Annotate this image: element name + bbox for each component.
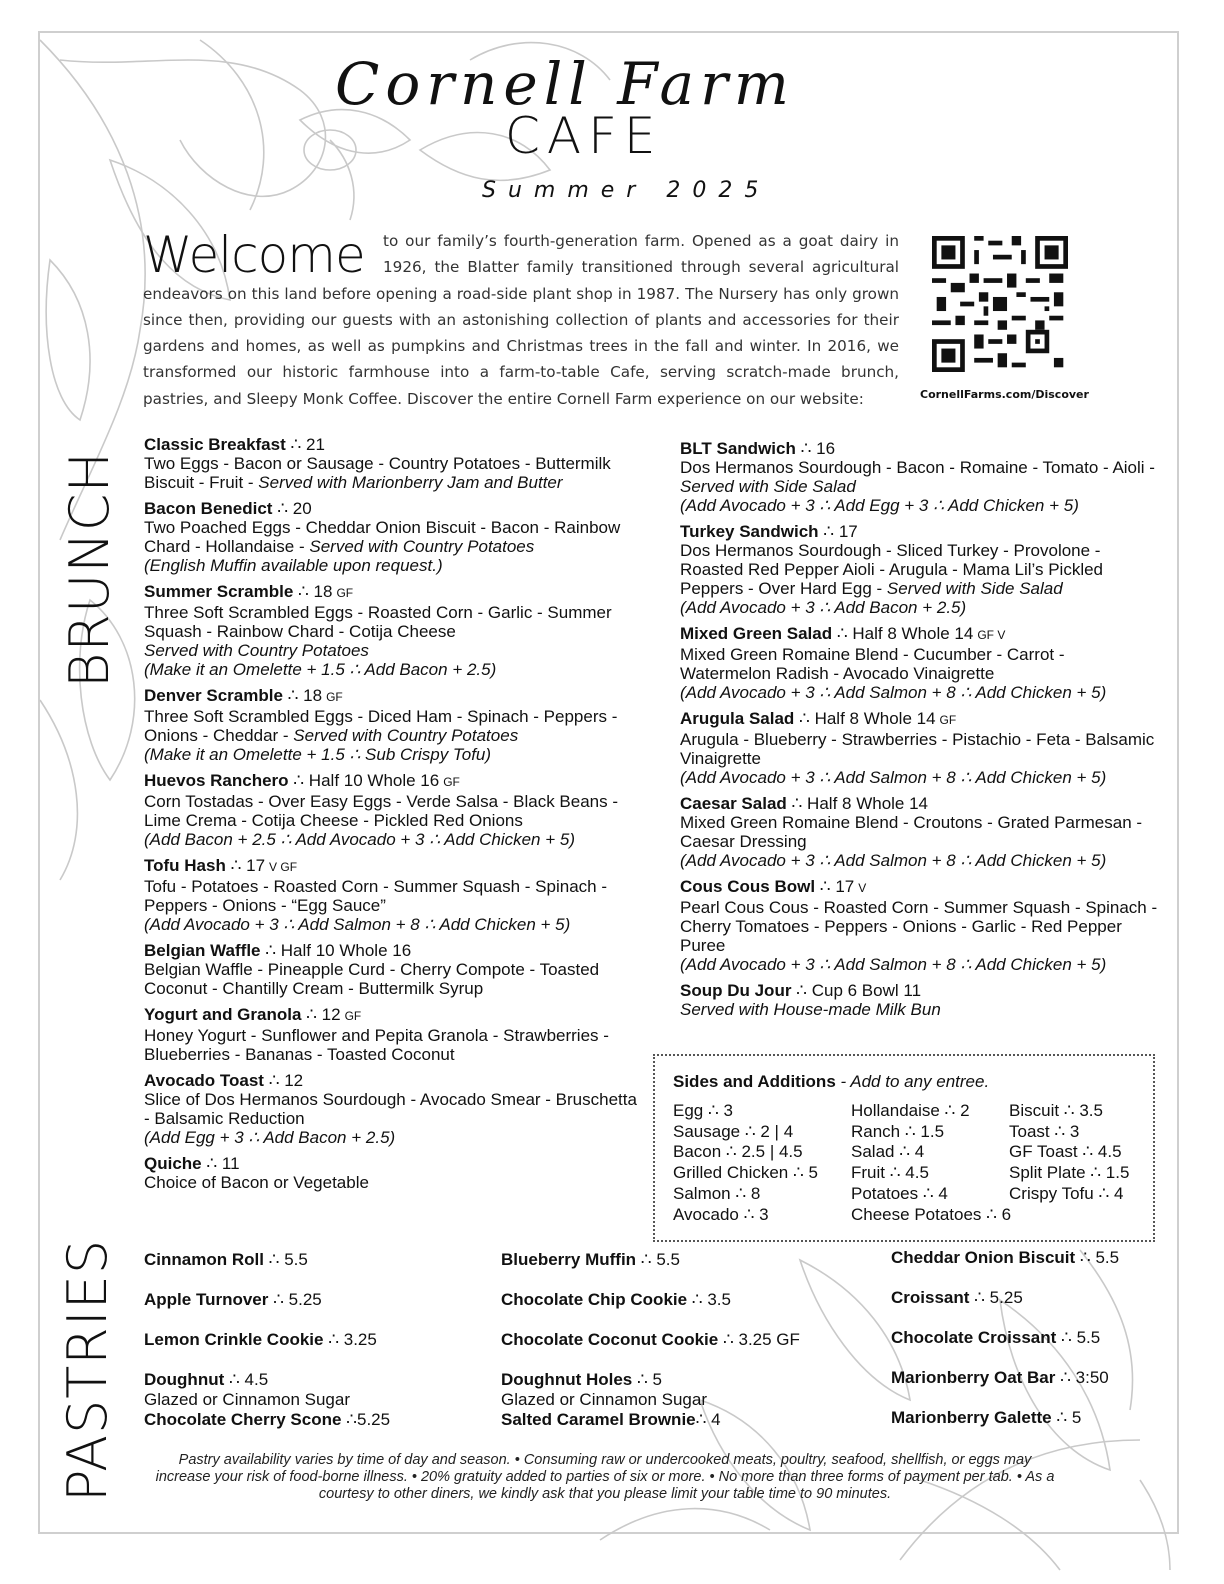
menu-item-price: ∴ Half 8 Whole 14	[832, 624, 974, 643]
menu-item	[144, 1071, 644, 1147]
menu-item-heading	[680, 522, 1160, 541]
menu-item-extras: (Add Avocado + 3 ∴ Add Salmon + 8 ∴ Add Chicken + 5)	[680, 955, 1107, 974]
menu-item	[144, 435, 644, 492]
pastry-price: ∴ 5.5	[1075, 1248, 1120, 1267]
menu-item-description	[680, 730, 1160, 768]
menu-item-extras: (Add Avocado + 3 ∴ Add Bacon + 2.5)	[680, 598, 967, 617]
side-item: Potatoes ∴ 4	[851, 1183, 948, 1203]
sides-subtitle: - Add to any entree.	[835, 1072, 990, 1091]
pastry-name: Croissant	[891, 1288, 970, 1307]
menu-item-desc-text: Dos Hermanos Sourdough - Sliced Turkey - Provolone - Roasted Red Pepper Aioli - Arugula - Mama Lil’s Pickled Peppers - Over Hard Egg -	[680, 541, 1104, 598]
menu-item-heading	[144, 499, 644, 518]
menu-item-price: ∴ 12	[263, 1071, 304, 1090]
pastry-item	[891, 1328, 1171, 1368]
menu-item-desc-text: Belgian Waffle - Pineapple Curd - Cherry Compote - Toasted Coconut - Chantilly Cream - Buttermilk Syrup	[144, 960, 600, 998]
menu-item-price: ∴ 17	[225, 856, 266, 875]
pastry-heading	[891, 1248, 1171, 1268]
pastry-item	[891, 1288, 1171, 1328]
menu-item-desc-italic: Served with Side Salad	[680, 477, 856, 496]
side-item: Fruit ∴ 4.5	[851, 1163, 929, 1183]
menu-item-desc-text: Two Eggs - Bacon or Sausage - Country Potatoes - Buttermilk Biscuit - Fruit -	[144, 454, 611, 492]
pastry-item	[891, 1248, 1171, 1288]
menu-item-price: ∴ 18	[282, 686, 323, 705]
pastry-heading	[144, 1250, 484, 1270]
menu-item-name: Arugula Salad	[680, 709, 795, 728]
pastry-name: Doughnut	[144, 1370, 225, 1389]
menu-item-description	[680, 898, 1160, 955]
intro-paragraph	[143, 228, 899, 412]
menu-item-desc-text: Two Poached Eggs - Cheddar Onion Biscuit - Bacon - Rainbow Chard - Hollandaise -	[144, 518, 621, 556]
pastries-column-1	[144, 1250, 484, 1450]
menu-item-name: Summer Scramble	[144, 582, 294, 601]
menu-item-tag: V	[858, 881, 867, 895]
menu-item-desc-text: Dos Hermanos Sourdough - Bacon - Romaine - Tomato - Aioli -	[680, 458, 1155, 477]
sides-box	[653, 1054, 1155, 1242]
menu-item-description	[144, 454, 644, 492]
menu-item-description	[144, 603, 644, 641]
pastry-item	[144, 1330, 484, 1370]
menu-item-desc-text: Three Soft Scrambled Eggs - Roasted Corn - Garlic - Summer Squash - Rainbow Chard - Cotija Cheese	[144, 603, 612, 641]
menu-item-extras: (Add Avocado + 3 ∴ Add Salmon + 8 ∴ Add Chicken + 5)	[680, 768, 1107, 787]
pastry-heading	[501, 1290, 871, 1310]
menu-item-name: Soup Du Jour	[680, 981, 792, 1000]
pastry-heading	[501, 1330, 871, 1350]
menu-item-name: Classic Breakfast	[144, 435, 286, 454]
menu-item-tag: GF V	[977, 628, 1006, 642]
menu-item-extras: (Add Egg + 3 ∴ Add Bacon + 2.5)	[144, 1128, 396, 1147]
menu-item-heading	[144, 435, 644, 454]
pastry-item	[144, 1370, 484, 1410]
menu-item-description	[680, 813, 1160, 851]
qr-code-icon[interactable]	[932, 236, 1068, 372]
menu-item-price: ∴ Cup 6 Bowl 11	[791, 981, 922, 1000]
menu-item-description	[144, 877, 644, 915]
pastry-name: Chocolate Cherry Scone	[144, 1410, 342, 1429]
brunch-left-column	[144, 435, 644, 1199]
pastry-heading	[891, 1408, 1171, 1428]
brunch-right-column	[680, 439, 1160, 1026]
pastry-heading	[501, 1370, 871, 1390]
side-item: Avocado ∴ 3	[673, 1204, 769, 1224]
menu-item-name: Cous Cous Bowl	[680, 877, 816, 896]
menu-item-tag: GF	[344, 1009, 362, 1023]
pastry-heading	[144, 1290, 484, 1310]
menu-item-name: Huevos Ranchero	[144, 771, 289, 790]
pastries-column-2	[501, 1250, 871, 1450]
menu-item-description	[144, 1090, 644, 1128]
menu-item-price: ∴ 17	[818, 522, 858, 541]
menu-item-extras: (Make it an Omelette + 1.5 ∴ Sub Crispy Tofu)	[144, 745, 492, 764]
side-item: Sausage ∴ 2 | 4	[673, 1121, 794, 1141]
menu-item	[144, 856, 644, 934]
menu-item-heading	[680, 439, 1160, 458]
pastry-heading	[891, 1368, 1171, 1388]
menu-item-heading	[144, 856, 644, 877]
menu-item-name: Tofu Hash	[144, 856, 226, 875]
menu-item-tag: GF	[939, 713, 957, 727]
menu-item-desc-italic: Served with Country Potatoes	[293, 726, 519, 745]
menu-item-name: Quiche	[144, 1154, 202, 1173]
menu-item	[680, 522, 1160, 617]
menu-item	[680, 981, 1160, 1019]
pastry-name: Doughnut Holes	[501, 1370, 633, 1389]
menu-item-extras: Served with House-made Milk Bun	[680, 1000, 941, 1019]
pastry-note: Glazed or Cinnamon Sugar	[501, 1390, 708, 1409]
side-item: Bacon ∴ 2.5 | 4.5	[673, 1142, 803, 1162]
pastry-price: ∴ 3.25	[323, 1330, 377, 1349]
menu-item-description	[680, 541, 1160, 598]
menu-item	[680, 709, 1160, 787]
pastry-price: ∴ 4	[695, 1410, 721, 1429]
menu-item-price: ∴ 20	[272, 499, 312, 518]
menu-item-extras: (Add Avocado + 3 ∴ Add Salmon + 8 ∴ Add Chicken + 5)	[144, 915, 571, 934]
menu-item-name: Avocado Toast	[144, 1071, 264, 1090]
cafe-logo-title: CAFE	[505, 107, 663, 165]
menu-item-tag: V GF	[269, 860, 298, 874]
intro-text: to our family’s fourth-generation farm. Opened as a goat dairy in 1926, the Blatter family transitioned through several agricultural endeavors on this land before opening a road-side plant shop in 1987. The Nursery has only grown since then, providing our guests with an astonishing collection of plants and accessories for their gardens and homes, as well as pumpkins and Christmas trees in the fall and winter. In 2016, we transformed our historic farmhouse into a farm-to-table Cafe, serving scratch-made brunch, pastries, and Sleepy Monk Coffee. Discover the entire Cornell Farm experience on our website:	[143, 232, 899, 408]
menu-item-desc-text: Slice of Dos Hermanos Sourdough - Avocado Smear - Bruschetta - Balsamic Reduction	[144, 1090, 637, 1128]
side-item: Salmon ∴ 8	[673, 1183, 761, 1203]
qr-link-label[interactable]: CornellFarms.com/Discover	[920, 388, 1089, 401]
pastry-name: Marionberry Galette	[891, 1408, 1052, 1427]
pastry-name: Chocolate Coconut Cookie	[501, 1330, 719, 1349]
section-pastries-label: PASTRIES	[56, 1238, 119, 1502]
pastry-price: ∴ 5.25	[969, 1288, 1023, 1307]
menu-item-desc-text: Mixed Green Romaine Blend - Cucumber - Carrot - Watermelon Radish - Avocado Vinaigrette	[680, 645, 1065, 683]
pastry-heading	[891, 1288, 1171, 1308]
welcome-heading: Welcome	[143, 226, 365, 284]
pastry-price: ∴ 3.5	[687, 1290, 731, 1309]
pastry-item	[501, 1370, 871, 1410]
menu-item-price: ∴ Half 8 Whole 14	[794, 709, 936, 728]
side-item: Crispy Tofu ∴ 4	[1009, 1183, 1124, 1203]
pastry-item	[501, 1330, 871, 1370]
pastry-heading	[144, 1330, 484, 1350]
menu-item-price: ∴ 11	[201, 1154, 240, 1173]
menu-item-extras: (Add Avocado + 3 ∴ Add Salmon + 8 ∴ Add Chicken + 5)	[680, 851, 1107, 870]
side-item: Egg ∴ 3	[673, 1101, 733, 1120]
cafe-logo-script: Cornell Farm	[335, 50, 795, 118]
season-label: Summer 2025	[482, 178, 771, 203]
pastries-column-3	[891, 1248, 1171, 1448]
menu-item-description	[144, 1026, 644, 1064]
pastry-price: ∴ 5.5	[636, 1250, 680, 1269]
menu-item-price: ∴ 12	[301, 1005, 341, 1024]
pastry-price: ∴ 3:50	[1055, 1368, 1109, 1387]
menu-item-heading	[144, 941, 644, 960]
side-item: Hollandaise ∴ 2	[851, 1101, 970, 1120]
pastry-item	[144, 1250, 484, 1290]
side-item: Ranch ∴ 1.5	[851, 1121, 945, 1141]
pastry-name: Cheddar Onion Biscuit	[891, 1248, 1076, 1267]
pastry-heading	[144, 1370, 484, 1390]
pastry-name: Lemon Crinkle Cookie	[144, 1330, 324, 1349]
menu-item-name: Turkey Sandwich	[680, 522, 819, 541]
pastry-price: ∴ 5.5	[1056, 1328, 1101, 1347]
menu-item-heading	[680, 709, 1160, 730]
pastry-item	[501, 1410, 871, 1450]
menu-item-name: Yogurt and Granola	[144, 1005, 302, 1024]
side-item: Biscuit ∴ 3.5	[1009, 1101, 1103, 1120]
menu-item	[680, 794, 1160, 870]
menu-item-desc-italic: Served with Side Salad	[886, 579, 1063, 598]
menu-item-price: ∴ 21	[285, 435, 325, 454]
menu-item-desc-italic: Served with Country Potatoes	[309, 537, 535, 556]
menu-item	[144, 686, 644, 764]
menu-item-price: ∴ Half 10 Whole 16	[288, 771, 440, 790]
menu-item	[144, 1154, 644, 1192]
menu-item-heading	[680, 981, 1160, 1000]
pastry-name: Chocolate Croissant	[891, 1328, 1057, 1347]
pastry-item	[891, 1408, 1171, 1448]
side-item: Cheese Potatoes ∴ 6	[851, 1204, 1012, 1224]
pastry-note: Glazed or Cinnamon Sugar	[144, 1390, 351, 1409]
menu-item-description	[144, 518, 644, 556]
menu-item-tag: GF	[336, 586, 354, 600]
side-item: Split Plate ∴ 1.5	[1009, 1163, 1130, 1183]
menu-item-name: Mixed Green Salad	[680, 624, 833, 643]
menu-item-name: Belgian Waffle	[144, 941, 261, 960]
menu-item	[680, 439, 1160, 515]
menu-item	[144, 499, 644, 575]
pastry-name: Cinnamon Roll	[144, 1250, 264, 1269]
menu-item-price: ∴ 16	[795, 439, 836, 458]
menu-item-price: ∴ Half 8 Whole 14	[786, 794, 929, 813]
sides-column-2	[851, 1101, 1011, 1225]
pastry-price: ∴ 5.5	[263, 1250, 308, 1269]
pastry-price: ∴ 5	[632, 1370, 662, 1389]
pastry-price: ∴ 4.5	[224, 1370, 269, 1389]
pastry-name: Blueberry Muffin	[501, 1250, 637, 1269]
side-item: Salad ∴ 4	[851, 1142, 925, 1162]
menu-item-name: Denver Scramble	[144, 686, 283, 705]
menu-item-description	[144, 792, 644, 830]
menu-item-desc-text: Pearl Cous Cous - Roasted Corn - Summer Squash - Spinach - Cherry Tomatoes - Peppers - Onions - Garlic - Red Pepper Puree	[680, 898, 1158, 955]
menu-item-heading	[680, 877, 1160, 898]
menu-item-heading	[144, 1005, 644, 1026]
menu-item	[144, 582, 644, 679]
menu-item-heading	[144, 771, 644, 792]
menu-item-name: Bacon Benedict	[144, 499, 273, 518]
pastry-price: ∴ 5.25	[268, 1290, 322, 1309]
menu-item-heading	[144, 1071, 644, 1090]
pastry-name: Apple Turnover	[144, 1290, 269, 1309]
section-brunch-label: BRUNCH	[58, 450, 121, 688]
menu-item	[144, 1005, 644, 1064]
menu-item-name: BLT Sandwich	[680, 439, 796, 458]
pastry-name: Chocolate Chip Cookie	[501, 1290, 688, 1309]
menu-item-heading	[680, 794, 1160, 813]
menu-item-description	[144, 707, 644, 745]
menu-item-name: Caesar Salad	[680, 794, 787, 813]
side-item: GF Toast ∴ 4.5	[1009, 1142, 1122, 1162]
menu-item	[680, 877, 1160, 974]
pastry-heading	[891, 1328, 1171, 1348]
menu-item-extras: (Add Bacon + 2.5 ∴ Add Avocado + 3 ∴ Add Chicken + 5)	[144, 830, 576, 849]
pastry-item	[144, 1410, 484, 1450]
menu-item-heading	[144, 686, 644, 707]
menu-item-desc-text: Mixed Green Romaine Blend - Croutons - Grated Parmesan - Caesar Dressing	[680, 813, 1143, 851]
sides-column-3	[1009, 1101, 1129, 1205]
menu-item-price: ∴ Half 10 Whole 16	[260, 941, 412, 960]
menu-item-tag: GF	[326, 690, 343, 704]
menu-item-price: ∴ 18	[293, 582, 333, 601]
menu-item	[144, 771, 644, 849]
menu-item-desc-text: Choice of Bacon or Vegetable	[144, 1173, 369, 1192]
menu-item-description	[680, 458, 1160, 496]
side-item: Toast ∴ 3	[1009, 1121, 1080, 1141]
menu-item	[680, 624, 1160, 702]
pastry-heading	[501, 1250, 871, 1270]
pastry-item	[891, 1368, 1171, 1408]
pastry-heading	[501, 1410, 871, 1430]
menu-item-desc-italic: Served with Marionberry Jam and Butter	[258, 473, 563, 492]
menu-item-desc-text: Arugula - Blueberry - Strawberries - Pistachio - Feta - Balsamic Vinaigrette	[680, 730, 1155, 768]
menu-item-desc-text: Corn Tostadas - Over Easy Eggs - Verde Salsa - Black Beans - Lime Crema - Cotija Cheese - Pickled Red Onions	[144, 792, 619, 830]
footer-notice: Pastry availability varies by time of day and season. • Consuming raw or undercooked meats, poultry, seafood, shellfish, or eggs may increase your risk of food-borne illness. • 20% gratuity added to parties of six or more. • No more than three forms of payment per tab. • As a courtesy to other diners, we kindly ask that you please limit your table time to 90 minutes.	[155, 1452, 1055, 1502]
menu-item-extras: (Add Avocado + 3 ∴ Add Salmon + 8 ∴ Add Chicken + 5)	[680, 683, 1107, 702]
pastry-heading	[144, 1410, 484, 1430]
menu-item-heading	[680, 624, 1160, 645]
menu-item-tag: GF	[443, 775, 460, 789]
menu-item-desc-text: Honey Yogurt - Sunflower and Pepita Granola - Strawberries - Blueberries - Bananas - Toasted Coconut	[144, 1026, 609, 1064]
pastry-price: ∴ 3.25 GF	[718, 1330, 800, 1349]
sides-title: Sides and Additions	[673, 1072, 836, 1091]
pastry-name: Marionberry Oat Bar	[891, 1368, 1056, 1387]
menu-item-desc-text: Three Soft Scrambled Eggs - Diced Ham - Spinach - Peppers - Onions - Cheddar -	[144, 707, 618, 745]
pastry-name: Salted Caramel Brownie	[501, 1410, 696, 1429]
menu-item-description	[680, 645, 1160, 683]
menu-item-extras: Served with Country Potatoes (Make it an Omelette + 1.5 ∴ Add Bacon + 2.5)	[144, 641, 497, 679]
side-item: Grilled Chicken ∴ 5	[673, 1163, 818, 1183]
menu-item-extras: (English Muffin available upon request.)	[144, 556, 443, 575]
pastry-item	[144, 1290, 484, 1330]
menu-item-heading	[144, 582, 644, 603]
menu-item-price: ∴ 17	[815, 877, 855, 896]
pastry-price: ∴ 5	[1051, 1408, 1082, 1427]
sides-column-1	[673, 1101, 818, 1225]
menu-item-desc-text: Tofu - Potatoes - Roasted Corn - Summer Squash - Spinach - Peppers - Onions - “Egg Sauce”	[144, 877, 607, 915]
menu-item-description	[144, 960, 644, 998]
pastry-item	[501, 1250, 871, 1290]
menu-item-extras: (Add Avocado + 3 ∴ Add Egg + 3 ∴ Add Chicken + 5)	[680, 496, 1079, 515]
pastry-item	[501, 1290, 871, 1330]
menu-item	[144, 941, 644, 998]
menu-item-heading	[144, 1154, 644, 1173]
menu-item-description	[144, 1173, 644, 1192]
pastry-price: ∴5.25	[341, 1410, 391, 1429]
